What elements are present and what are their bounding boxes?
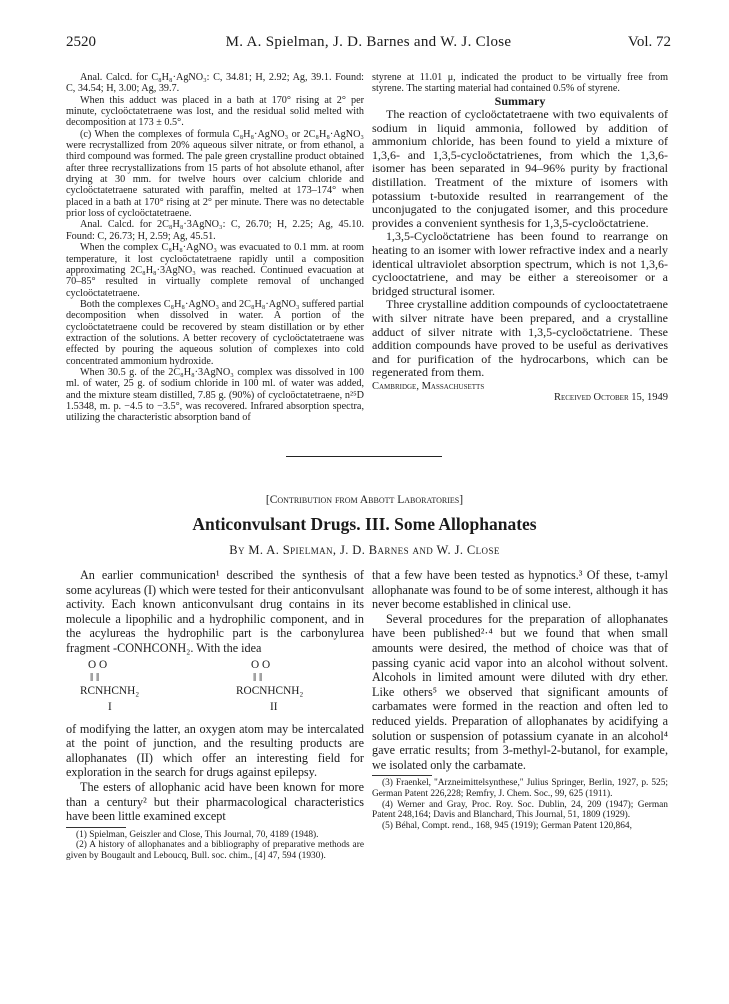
footnote: (3) Fraenkel, "Arzneimittelsynthese," Julius Springer, Berlin, 1927, p. 525; German Patent 226,228; Remfry, J. Chem. Soc., 99, 625 (1911).: [372, 778, 668, 799]
structure-i-double-bonds: ‖ ‖: [90, 671, 100, 684]
structure-i-formula: RCNHCNH₂: [80, 684, 140, 697]
article-title: Anticonvulsant Drugs. III. Some Allophanates: [192, 514, 537, 534]
structure-ii-formula: ROCNHCNH₂: [236, 684, 304, 697]
continued-paragraph: styrene at 11.01 μ, indicated the product to be virtually free from styrene. The starting material had contained 0.5% of styrene.: [372, 72, 668, 95]
footnotes-left: [66, 827, 364, 862]
body-paragraph: An earlier communication¹ described the synthesis of some acylureas (I) which were tested for their anticonvulsant activity. Each known anticonvulsant drug contains in its molecule a lipophilic and a hydrophilic component, and in the acylureas the hydrophilic part is the carbonylurea fragment -CONHCONH₂. With the idea: [66, 568, 364, 655]
running-header: [66, 34, 671, 54]
footnotes-right: [372, 775, 668, 831]
body-paragraph: When this adduct was placed in a bath at 170° rising at 2° per minute, cycloöctatetraene was lost, and the residual solid melted with decomposition at 173 ± 0.5°.: [66, 94, 364, 129]
footnote-rule: [66, 827, 126, 828]
body-paragraph: of modifying the latter, an oxygen atom may be intercalated at the point of junction, and the resulting products are allophanates (II) which offer an interesting field for exploration in the search for drugs against epilepsy.: [66, 721, 364, 780]
footnote-rule: [372, 775, 432, 776]
footnote: (2) A history of allophanates and a bibliography of preparative methods are given by Bougault and Leboucq, Bull. soc. chim., [4] 47, 594 (1930).: [66, 840, 364, 861]
header-authors: M. A. Spielman, J. D. Barnes and W. J. Close: [225, 34, 512, 50]
structure-i-label: I: [108, 700, 112, 713]
body-paragraph: When 30.5 g. of the 2C₈H₈·3AgNO₃ complex was dissolved in 100 ml. of water, 25 g. of sodium chloride in 100 ml. of water was added, and the mixture steam distilled, 7.85 g. (90%) of cycloöctatetraene, n²⁵D 1.5348, m. p. −4.5 to −3.5°, was recovered. Infrared absorption spectra, utilizing the characteristic absorption band of: [66, 366, 364, 424]
structure-ii-oxygens: O O: [251, 658, 271, 671]
summary-body: [372, 108, 668, 380]
previous-article-left-column: [66, 72, 364, 424]
article-left-column: [66, 568, 364, 862]
body-paragraph: that a few have been tested as hypnotics.³ Of these, t-amyl allophanate was found to be of some interest, although it has never become established in clinical use.: [372, 568, 668, 612]
structure-ii-double-bonds: ‖ ‖: [253, 671, 263, 684]
body-paragraph: Several procedures for the preparation of allophanates have been published²·⁴ but we found that when small amounts were desired, the method of choice was that of passing cyanic acid vapor into an alcohol without solvent. Alcohols in limited amount were diluted with dry ether. Like others⁵ we observed that significant amounts of carbamates were formed in the reaction and often led to reduced yields. Preparation of allophanates by acidifying a solution or suspension of potassium cyanate in an alcohol⁴ gave erratic results; from 3-methyl-2-butanol, for example, we isolated only the carbamate.: [372, 611, 668, 772]
article-right-column: [372, 568, 668, 831]
analysis-paragraph: Anal. Calcd. for 2C₈H₈·3AgNO₃: C, 26.70; H, 2.25; Ag, 45.10. Found: C, 26.73; H, 2.59; Ag, 45.51.: [66, 219, 364, 242]
footnote: (4) Werner and Gray, Proc. Roy. Soc. Dublin, 24, 209 (1947); German Patent 248,164; Davis and Blanchard, This Journal, 51, 1809 (1929).: [372, 799, 668, 821]
volume-number: Vol. 72: [627, 34, 671, 50]
summary-paragraph: 1,3,5-Cycloöctatriene has been found to rearrange on heating to an isomer with lower refractive index and a nearly identical ultraviolet absorption spectrum, which is not 1,3,6-cyclooctatriene, and may be either a stereoisomer or a bridged structural isomer.: [372, 229, 668, 298]
structure-ii-label: II: [270, 700, 278, 713]
author-address: Cambridge, Massachusetts: [372, 380, 485, 392]
article-separator-rule: [286, 456, 442, 457]
footnote: (5) Béhal, Compt. rend., 168, 945 (1919); German Patent 120,864,: [382, 820, 632, 831]
summary-heading: Summary: [494, 93, 546, 108]
received-date: Received October 15, 1949: [553, 392, 668, 404]
body-paragraph: (c) When the complexes of formula C₈H₈·AgNO₃ or 2C₈H₈·AgNO₃ were recrystallized from 20% aqueous silver nitrate, or from ethanol, a third compound was formed. The pale green crystalline product obtained after three recrystallizations from 15 parts of hot absolute ethanol, after drying at 30 mm. for twelve hours over calcium chloride and cycloöctatetraene saturated with paraffin, melted at 173–174° when placed in a bath at 170° rising at 2° per minute. There was no detectable prior loss of cycloöctatetraene.: [66, 128, 364, 220]
contribution-line: [Contribution from Abbott Laboratories]: [265, 494, 464, 506]
summary-paragraph: Three crystalline addition compounds of cyclooctatetraene with silver nitrate have been prepared, and a crystalline adduct of silver nitrate with 1,3,5-cycloöctatriene. These addition compounds have proved to be useful as derivatives and for purification of the hydrocarbons, which can be regenerated from them.: [372, 297, 668, 380]
body-paragraph: When the complex C₈H₈·AgNO₃ was evacuated to 0.1 mm. at room temperature, it lost cycloöctatetraene rapidly until a composition approximating 2C₈H₈·3AgNO₃ was reached. Continued evacuation at 70–85° resulted in virtually complete removal of unchanged cycloöctatetraene.: [66, 242, 364, 299]
chemical-structures: [66, 658, 364, 720]
previous-article-right-column: [372, 72, 668, 404]
summary-paragraph: The reaction of cycloöctatetraene with two equivalents of sodium in liquid ammonia, followed by addition of ammonium chloride, has been found to yield a mixture of 1,3,6- and 1,3,5-cycloöctatrienes, from which the 1,3,6-isomer has been separated in 94–96% purity by fractional distillation. Treatment of the mixture of isomers with potassium t-butoxide resulted in rearrangement of the unconjugated to the conjugated isomer, and this procedure provides a convenient synthesis for 1,3,5-cycloöctatriene.: [372, 107, 668, 230]
body-paragraph: Both the complexes C₈H₈·AgNO₃ and 2C₈H₈·AgNO₃ suffered partial decomposition when dissolved in water. A portion of the cycloöctatetraene could be recovered by steam distillation or by ether extraction of the solutions. A better recovery of cycloöctatetraene was effected by pouring the aqueous solution of complexes into cold concentrated ammonium hydroxide.: [66, 298, 364, 367]
structure-i-oxygens: O O: [88, 658, 108, 671]
footnote: (1) Spielman, Geiszler and Close, This Journal, 70, 4189 (1948).: [76, 829, 319, 840]
body-paragraph: The esters of allophanic acid have been known for more than a century² but their pharmacological characteristics have been little examined except: [66, 779, 364, 824]
analysis-paragraph: Anal. Calcd. for C₈H₈·AgNO₃: C, 34.81; H, 2.92; Ag, 39.1. Found: C, 34.54; H, 3.00; Ag, 39.7.: [66, 72, 364, 95]
article-byline: By M. A. Spielman, J. D. Barnes and W. J. Close: [229, 543, 500, 557]
page-number: 2520: [66, 34, 96, 50]
